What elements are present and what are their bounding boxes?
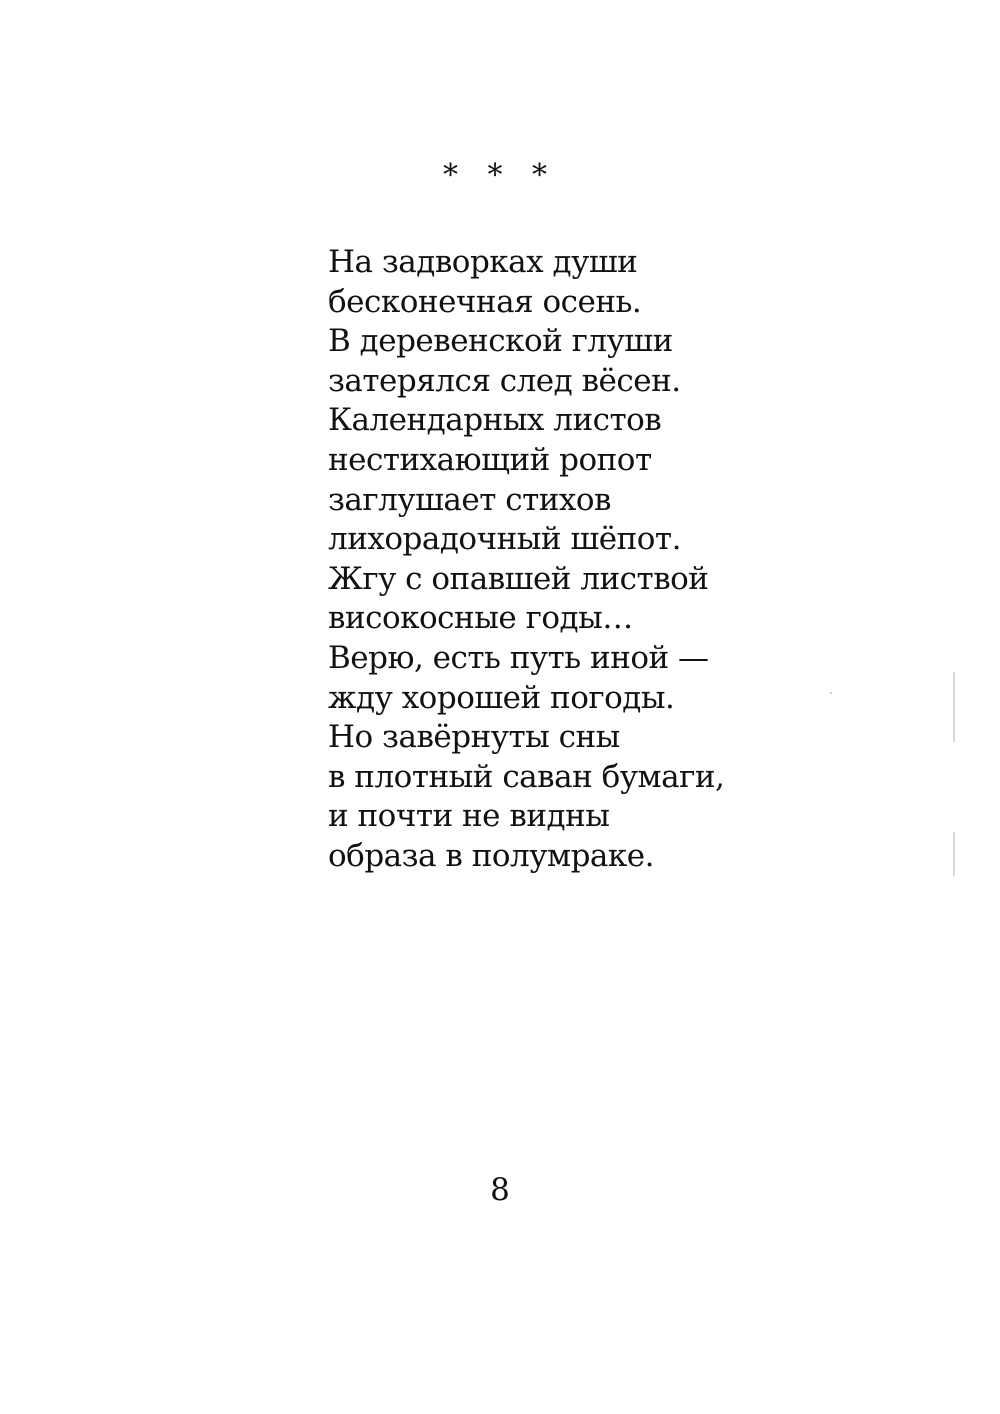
- poem-line: В деревенской глуши: [328, 323, 673, 360]
- scan-artifact: [830, 692, 832, 694]
- poem-line: високосные годы…: [328, 600, 633, 637]
- poem-line: в плотный саван бумаги,: [328, 758, 725, 795]
- poem-line: заглушает стихов: [328, 481, 611, 518]
- scan-artifact: [953, 672, 955, 742]
- poem-line: образа в полумраке.: [328, 837, 654, 874]
- poem-line: жду хорошей погоды.: [328, 679, 675, 716]
- poem-line: Но завёрнуты сны: [328, 719, 620, 756]
- poem-line: Верю, есть путь иной —: [328, 639, 709, 676]
- poem-line: бесконечная осень.: [328, 283, 642, 320]
- section-separator: * * *: [442, 158, 558, 193]
- poem-line: затерялся след вёсен.: [328, 362, 681, 399]
- poem-line: Календарных листов: [328, 402, 662, 439]
- poem-line: лихорадочный шёпот.: [328, 521, 681, 558]
- poem: [328, 243, 724, 877]
- poem-line: На задворках души: [328, 244, 638, 280]
- poem-line: Жгу с опавшей листвой: [328, 560, 709, 597]
- poem-line: и почти не видны: [328, 798, 610, 835]
- page-number: 8: [490, 1172, 510, 1208]
- poem-line: нестихающий ропот: [328, 441, 652, 478]
- scan-artifact: [953, 832, 955, 876]
